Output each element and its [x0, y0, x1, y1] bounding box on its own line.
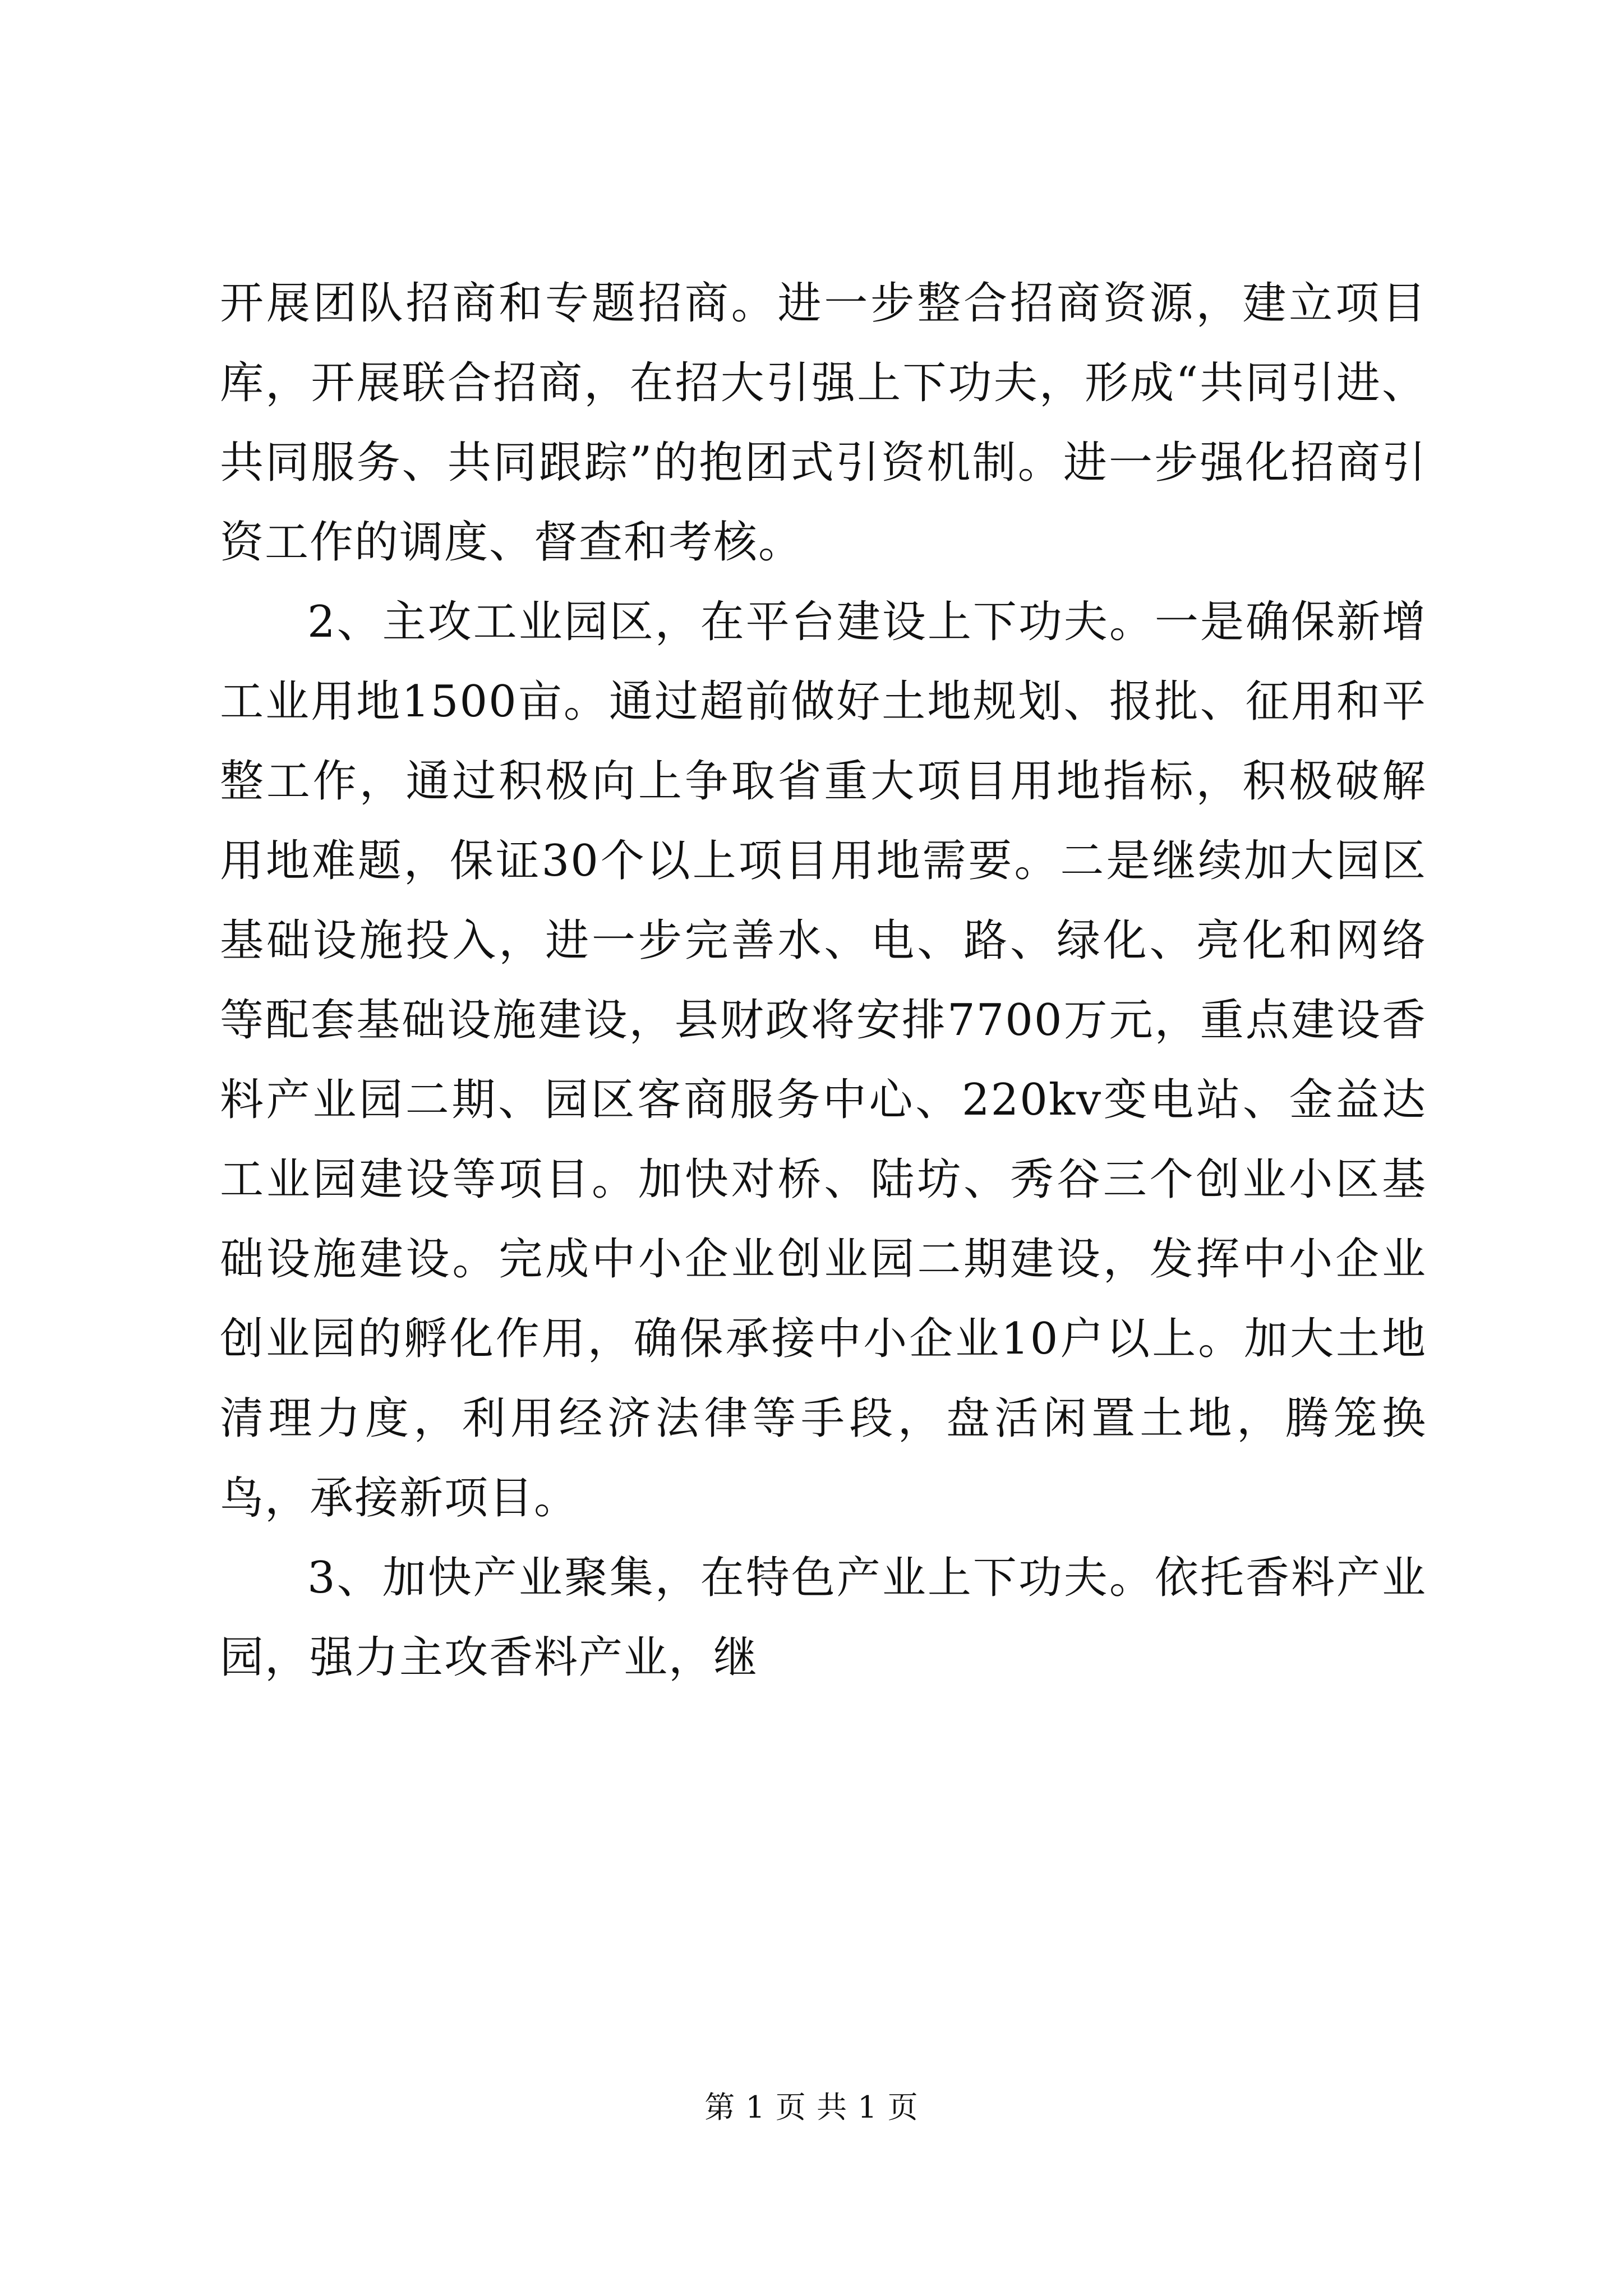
body-text — [220, 264, 1427, 1697]
paragraph-1: 开展团队招商和专题招商。进一步整合招商资源，建立项目库，开展联合招商，在招大引强上下功夫，形成“共同引进、共同服务、共同跟踪”的抱团式引资机制。进一步强化招商引资工作的调度、督查和考核。 — [220, 278, 1427, 568]
page-footer: 第 1 页 共 1 页 — [704, 2090, 919, 2125]
paragraph-3: 3、加快产业聚集，在特色产业上下功夫。依托香料产业园，强力主攻香料产业，继 — [220, 1553, 1427, 1683]
paragraph-2: 2、主攻工业园区，在平台建设上下功夫。一是确保新增工业用地1500亩。通过超前做好土地规划、报批、征用和平整工作，通过积极向上争取省重大项目用地指标，积极破解用地难题，保证30个以上项目用地需要。二是继续加大园区基础设施投入，进一步完善水、电、路、绿化、亮化和网络等配套基础设施建设，县财政将安排7700万元，重点建设香料产业园二期、园区客商服务中心、220kv变电站、金益达工业园建设等项目。加快对桥、陆坊、秀谷三个创业小区基础设施建设。完成中小企业创业园二期建设，发挥中小企业创业园的孵化作用，确保承接中小企业10户以上。加大土地清理力度，利用经济法律等手段，盘活闲置土地，腾笼换鸟，承接新项目。 — [220, 597, 1427, 1524]
